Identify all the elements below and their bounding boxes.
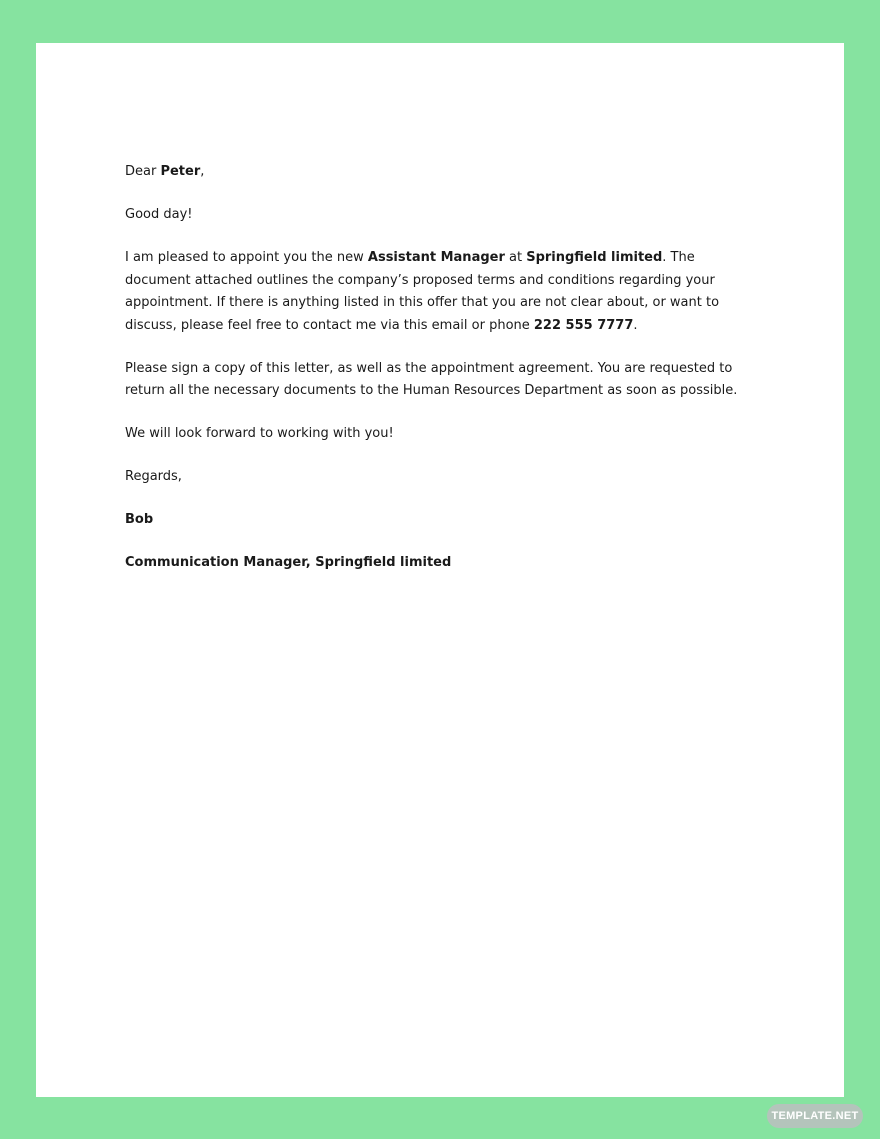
paragraph-text: . The document attached outlines the company’s proposed terms and conditions regarding your appointment. If there is anything listed in this offer that you are not clear about, or want to discuss, please feel free to contact me via this email or phone — [125, 250, 720, 333]
position-title: Assistant Manager — [367, 250, 505, 265]
letter-body — [125, 161, 755, 595]
signature-name: Bob — [125, 512, 154, 527]
company-name: Springfield limited — [526, 250, 663, 265]
salutation-suffix: , — [200, 164, 205, 179]
paragraph-text: . — [633, 317, 638, 333]
watermark-badge: TEMPLATE.NET — [767, 1104, 863, 1128]
greeting: Good day! — [125, 207, 193, 222]
paragraph-closing-remark: We will look forward to working with you! — [125, 426, 394, 441]
paragraph-appointment — [125, 247, 755, 337]
phone-number: 222 555 7777 — [533, 317, 634, 333]
closing: Regards, — [125, 469, 182, 484]
paragraph-instructions: Please sign a copy of this letter, as well as the appointment agreement. You are requested to return all the necessary documents to the Human Resources Department as soon as possible. — [125, 360, 738, 398]
recipient-name: Peter — [160, 164, 201, 179]
salutation — [125, 161, 755, 184]
paragraph-text: I am pleased to appoint you the new — [125, 250, 368, 265]
letter-page — [36, 43, 844, 1097]
signature-title: Communication Manager, Springfield limited — [125, 555, 452, 570]
salutation-prefix: Dear — [125, 164, 161, 179]
paragraph-text: at — [504, 250, 527, 265]
